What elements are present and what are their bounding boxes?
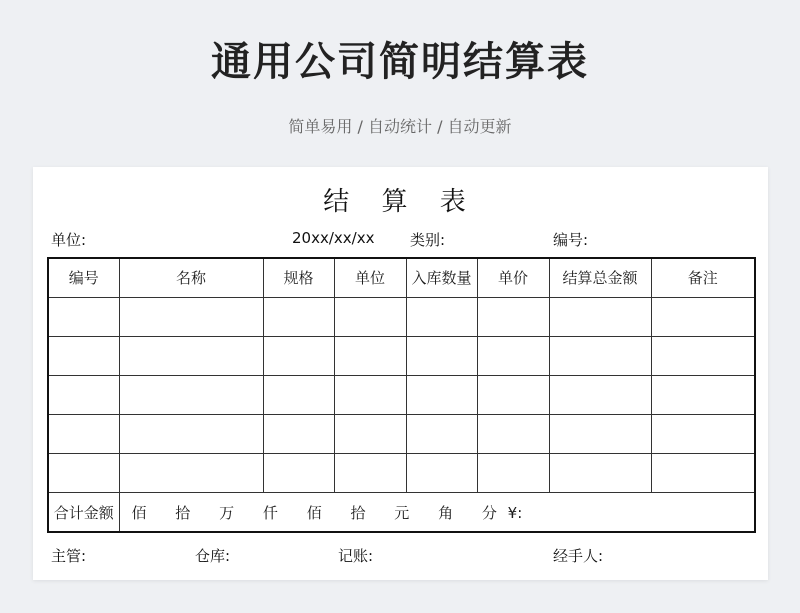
warehouse-label: 仓库: bbox=[195, 547, 231, 565]
column-header-spec: 规格 bbox=[263, 258, 334, 297]
table-cell[interactable] bbox=[334, 336, 406, 375]
total-row bbox=[48, 493, 755, 532]
table-row bbox=[48, 297, 755, 336]
table-cell[interactable] bbox=[119, 336, 263, 375]
table-cell[interactable] bbox=[263, 375, 334, 414]
table-cell[interactable] bbox=[477, 375, 549, 414]
table-cell[interactable] bbox=[48, 375, 119, 414]
table-cell[interactable] bbox=[406, 375, 477, 414]
sheet-title: 结 算 表 bbox=[323, 187, 478, 217]
amount-unit: 拾 bbox=[350, 503, 366, 522]
settlement-sheet bbox=[33, 167, 768, 580]
yuan-label: ¥: bbox=[507, 503, 523, 522]
table-cell[interactable] bbox=[48, 415, 119, 454]
amount-unit: 佰 bbox=[306, 503, 322, 522]
table-cell[interactable] bbox=[477, 454, 549, 493]
number-field-label: 编号: bbox=[553, 231, 589, 249]
table-row bbox=[48, 375, 755, 414]
column-header-price: 单价 bbox=[477, 258, 549, 297]
table-header-row bbox=[48, 258, 755, 297]
table-cell[interactable] bbox=[263, 336, 334, 375]
table-cell[interactable] bbox=[263, 297, 334, 336]
column-header-total: 结算总金额 bbox=[549, 258, 651, 297]
table-row bbox=[48, 454, 755, 493]
category-field-label: 类别: bbox=[410, 231, 446, 249]
total-amount-cell[interactable] bbox=[119, 493, 755, 532]
table-cell[interactable] bbox=[651, 415, 755, 454]
amount-unit: 元 bbox=[394, 503, 410, 522]
table-cell[interactable] bbox=[334, 415, 406, 454]
table-cell[interactable] bbox=[549, 415, 651, 454]
column-header-number: 编号 bbox=[48, 258, 119, 297]
handler-label: 经手人: bbox=[553, 547, 604, 565]
table-cell[interactable] bbox=[263, 454, 334, 493]
table-cell[interactable] bbox=[406, 415, 477, 454]
table-cell[interactable] bbox=[549, 336, 651, 375]
amount-unit: 角 bbox=[438, 503, 454, 522]
table-row bbox=[48, 336, 755, 375]
amount-unit: 万 bbox=[219, 503, 235, 522]
date-value: 20xx/xx/xx bbox=[292, 229, 375, 247]
table-cell[interactable] bbox=[651, 454, 755, 493]
table-cell[interactable] bbox=[651, 375, 755, 414]
amount-unit: 仟 bbox=[262, 503, 278, 522]
unit-field-label: 单位: bbox=[51, 231, 87, 249]
table-cell[interactable] bbox=[549, 454, 651, 493]
amount-unit: 分 bbox=[481, 503, 497, 522]
table-cell[interactable] bbox=[406, 454, 477, 493]
page-subtitle: 简单易用 / 自动统计 / 自动更新 bbox=[288, 117, 512, 136]
table-cell[interactable] bbox=[477, 415, 549, 454]
supervisor-label: 主管: bbox=[51, 547, 87, 565]
bookkeeper-label: 记账: bbox=[338, 547, 374, 565]
table-cell[interactable] bbox=[477, 336, 549, 375]
table-row bbox=[48, 415, 755, 454]
table-cell[interactable] bbox=[119, 415, 263, 454]
column-header-remark: 备注 bbox=[651, 258, 755, 297]
table-cell[interactable] bbox=[334, 297, 406, 336]
table-cell[interactable] bbox=[119, 297, 263, 336]
amount-unit: 拾 bbox=[175, 503, 191, 522]
table-cell[interactable] bbox=[406, 336, 477, 375]
column-header-unit: 单位 bbox=[334, 258, 406, 297]
table-cell[interactable] bbox=[334, 454, 406, 493]
amount-unit: 佰 bbox=[131, 503, 147, 522]
table-cell[interactable] bbox=[549, 297, 651, 336]
table-cell[interactable] bbox=[477, 297, 549, 336]
table-cell[interactable] bbox=[406, 297, 477, 336]
table-cell[interactable] bbox=[119, 375, 263, 414]
page-title: 通用公司简明结算表 bbox=[211, 39, 589, 85]
table-cell[interactable] bbox=[48, 297, 119, 336]
table-cell[interactable] bbox=[651, 336, 755, 375]
total-amount-label: 合计金额 bbox=[48, 493, 119, 532]
table-cell[interactable] bbox=[48, 454, 119, 493]
table-cell[interactable] bbox=[651, 297, 755, 336]
table-cell[interactable] bbox=[119, 454, 263, 493]
table-cell[interactable] bbox=[263, 415, 334, 454]
column-header-name: 名称 bbox=[119, 258, 263, 297]
settlement-table bbox=[47, 257, 756, 533]
table-cell[interactable] bbox=[334, 375, 406, 414]
column-header-quantity: 入库数量 bbox=[406, 258, 477, 297]
table-cell[interactable] bbox=[549, 375, 651, 414]
table-cell[interactable] bbox=[48, 336, 119, 375]
